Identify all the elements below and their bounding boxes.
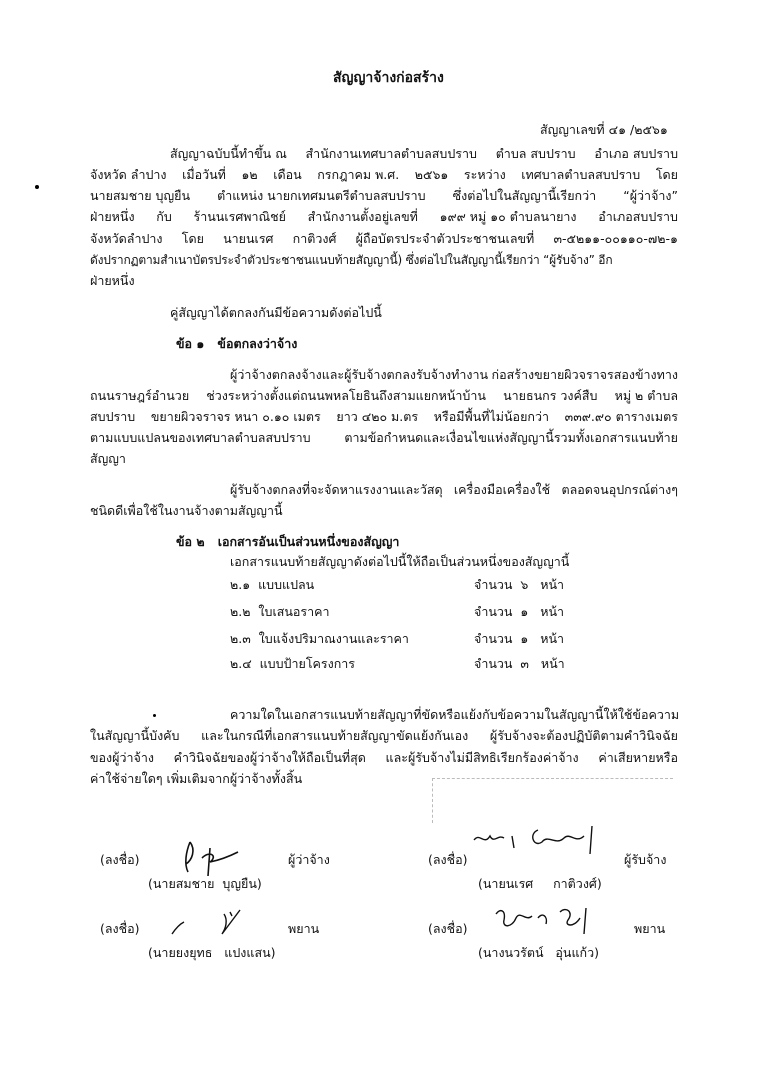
clause-2-heading: ข้อ ๒ เอกสารอันเป็นส่วนหนึ่งของสัญญา	[176, 534, 400, 549]
witness-2-signature	[490, 904, 600, 940]
intro-line-1: สัญญาฉบับนี้ทำขึ้น ณ สำนักงานเทศบาลตำบลสบปราบ ตำบล สบปราบ อำเภอ สบปราบ	[170, 146, 678, 161]
attachment-4-label: ๒.๔ แบบป้ายโครงการ	[230, 656, 356, 671]
intro-line-3: นายสมชาย บุญยืน ตำแหน่ง นายกเทศมนตรีตำบลสบปราบ ซึ่งต่อไปในสัญญานี้เรียกว่า “ผู้ว่าจ้าง”	[90, 188, 678, 203]
attachment-1-label: ๒.๑ แบบแปลน	[230, 577, 315, 592]
clause-2-para-line-3: ของผู้ว่าจ้าง คำวินิจฉัยของผู้ว่าจ้างให้ถือเป็นที่สุด และผู้รับจ้างไม่มีสิทธิเรียกร้องค่าจ้าง ค่าเสียหายหรือ	[90, 750, 678, 765]
employer-sign-label: (ลงชื่อ)	[100, 852, 140, 867]
attachment-4-count: จำนวน ๓ หน้า	[474, 656, 565, 671]
employer-name: (นายสมชาย บุญยืน)	[148, 876, 262, 891]
employer-role: ผู้ว่าจ้าง	[288, 852, 330, 867]
contractor-role: ผู้รับจ้าง	[624, 852, 667, 867]
witness-2-role: พยาน	[634, 921, 666, 936]
intro-line-2: จังหวัด ลำปาง เมื่อวันที่ ๑๒ เดือน กรกฎาคม พ.ศ. ๒๕๖๑ ระหว่าง เทศบาลตำบลสบปราบ โดย	[90, 167, 678, 182]
clause-1-heading: ข้อ ๑ ข้อตกลงว่าจ้าง	[176, 336, 298, 351]
clause-2-para-line-2: ในสัญญานี้บังคับ และในกรณีที่เอกสารแนบท้ายสัญญาขัดแย้งกันเอง ผู้รับจ้างจะต้องปฏิบัติตามคำวินิจฉัย	[90, 728, 678, 743]
clause-1-line-5: สัญญา	[90, 451, 126, 466]
clause-2-para-line-1: ความใดในเอกสารแนบท้ายสัญญาที่ขัดหรือแย้งกับข้อความในสัญญานี้ ให้ใช้ข้อความ	[230, 707, 680, 722]
contractor-name: (นายนเรศ กาติวงศ์)	[478, 876, 602, 891]
witness-2-sign-label: (ลงชื่อ)	[428, 921, 468, 936]
intro-line-7: ฝ่ายหนึ่ง	[90, 273, 135, 288]
clause-2-intro: เอกสารแนบท้ายสัญญาดังต่อไปนี้ให้ถือเป็นส่วนหนึ่งของสัญญานี้	[230, 554, 570, 569]
clause-1-para-2-line-1: ผู้รับจ้างตกลงที่จะจัดหาแรงงานและวัสดุ เครื่องมือเครื่องใช้ ตลอดจนอุปกรณ์ต่างๆ	[230, 482, 678, 497]
attachment-1-count: จำนวน ๖ หน้า	[474, 577, 565, 592]
document-title: สัญญาจ้างก่อสร้าง	[333, 70, 444, 86]
attachment-2-label: ๒.๒ ใบเสนอราคา	[230, 604, 330, 619]
witness-2-name: (นางนวรัตน์ อุ่นแก้ว)	[478, 945, 599, 960]
witness-1-name: (นายยงยุทธ แปงแสน)	[148, 945, 276, 960]
intro-line-5: จังหวัดลำปาง โดย นายนเรศ กาติวงศ์ ผู้ถือบัตรประจำตัวประชาชนเลขที่ ๓-๕๒๑๑-๐๐๑๑๐-๗๒-๑	[90, 231, 678, 246]
margin-dot	[35, 185, 39, 189]
clause-2-para-line-4: ค่าใช้จ่ายใดๆ เพิ่มเติมจากผู้ว่าจ้างทั้งสิ้น	[90, 771, 303, 786]
witness-1-signature	[168, 906, 248, 940]
attachment-3-label: ๒.๓ ใบแจ้งปริมาณงานและราคา	[230, 631, 409, 646]
clause-1-line-3: สบปราบ ขยายผิวจราจร หนา ๐.๑๐ เมตร ยาว ๔๒๐ ม.ตร หรือมีพื้นที่ไม่น้อยกว่า ๓๓๙.๙๐ ตารางเมตร	[90, 409, 678, 424]
agreement-statement: คู่สัญญาได้ตกลงกันมีข้อความดังต่อไปนี้	[170, 305, 382, 320]
contractor-signature	[468, 824, 618, 860]
contract-number: สัญญาเลขที่ ๔๑ /๒๕๖๑	[540, 122, 668, 137]
clause-1-line-1: ผู้ว่าจ้างตกลงจ้างและผู้รับจ้างตกลงรับจ้างทำงาน ก่อสร้างขยายผิวจราจรสองข้างทาง	[230, 367, 678, 382]
clause-1-line-2: ถนนราษฎร์อำนวย ช่วงระหว่างตั้งแต่ถนนพหลโยธินถึงสามแยกหน้าบ้าน นายธนกร วงค์สืบ หมู่ ๒ ตำบล	[90, 388, 678, 403]
employer-signature	[180, 838, 260, 878]
attachment-3-count: จำนวน ๑ หน้า	[474, 631, 565, 646]
intro-line-4: ฝ่ายหนึ่ง กับ ร้านนเรศพาณิชย์ สำนักงานตั้งอยู่เลขที่ ๑๙๙ หมู่ ๑๐ ตำบลนายาง อำเภอสบปราบ	[90, 209, 678, 224]
intro-line-6: ดังปรากฏตามสำเนาบัตรประจำตัวประชาชนแนบท้ายสัญญานี้) ซึ่งต่อไปในสัญญานี้เรียกว่า “ผู้รับจ้าง” อีก	[90, 253, 613, 267]
witness-1-sign-label: (ลงชื่อ)	[100, 921, 140, 936]
clause-1-line-4: ตามแบบแปลนของเทศบาลตำบลสบปราบ ตามข้อกำหนดและเงื่อนไขแห่งสัญญานี้รวมทั้งเอกสารแนบท้าย	[90, 430, 678, 445]
faint-stamp	[432, 778, 673, 823]
margin-dot	[153, 714, 156, 717]
contractor-sign-label: (ลงชื่อ)	[428, 852, 468, 867]
witness-1-role: พยาน	[288, 921, 320, 936]
attachment-2-count: จำนวน ๑ หน้า	[474, 604, 565, 619]
clause-1-para-2-line-2: ชนิดดีเพื่อใช้ในงานจ้างตามสัญญานี้	[90, 503, 283, 518]
